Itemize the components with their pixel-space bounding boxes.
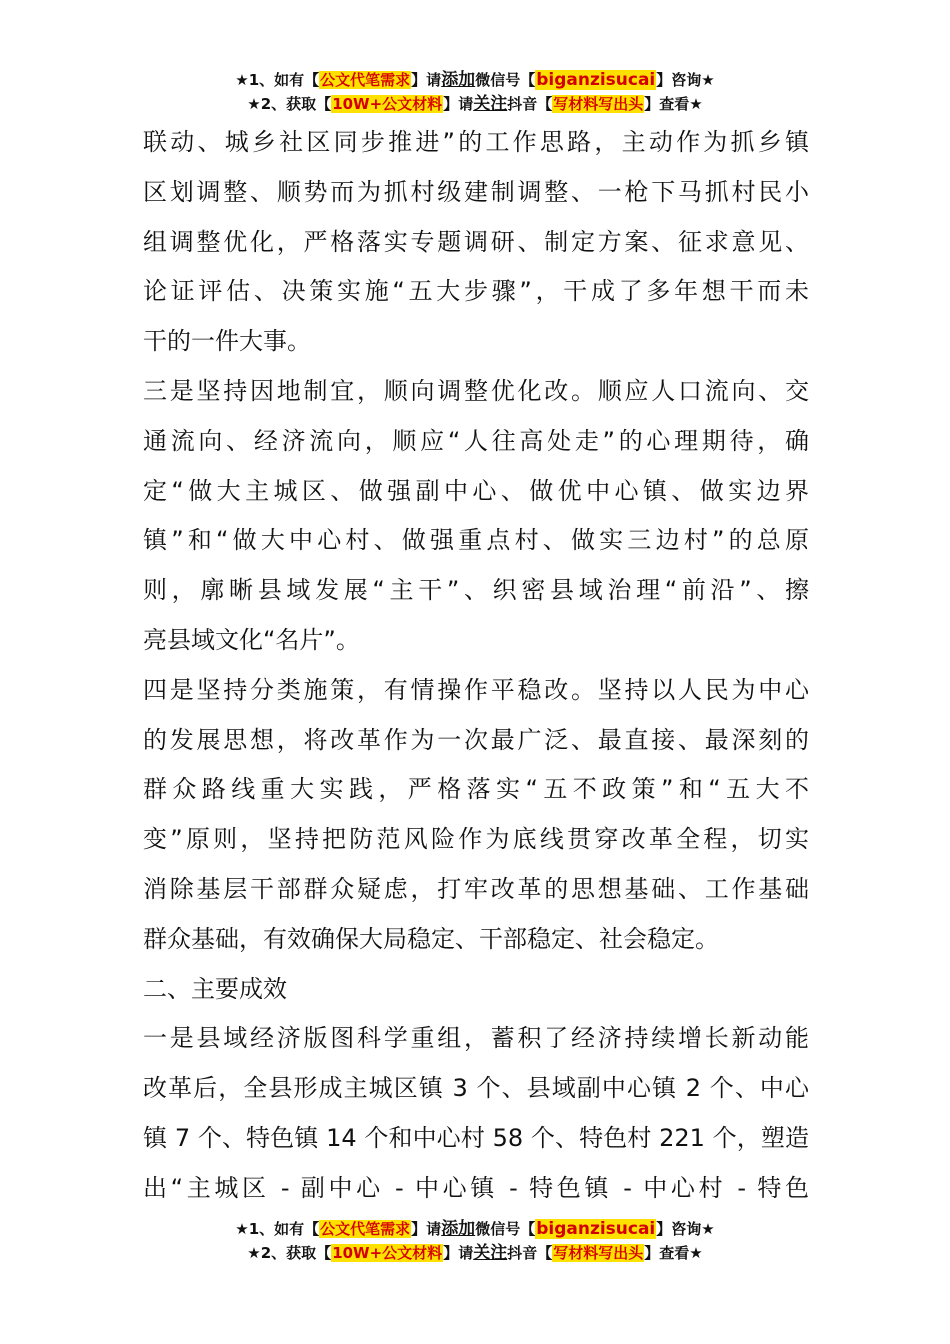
highlight-douyin: 写材料写出头 xyxy=(553,1244,644,1262)
promo-line-1: ★1、如有【公文代笔需求】请添加微信号【biganzisucai】咨询★ xyxy=(235,70,715,90)
body-line: 四是坚持分类施策，有情操作平稳改。坚持以人民为中心 xyxy=(143,675,809,704)
body-line: 论证评估、决策实施“五大步骤”，干成了多年想干而未 xyxy=(143,277,809,306)
highlight-wechat-id: biganzisucai xyxy=(536,70,656,90)
body-line: 改革后，全县形成主城区镇 3 个、县域副中心镇 2 个、中心 xyxy=(143,1074,809,1103)
highlight-service: 公文代笔需求 xyxy=(320,1220,411,1238)
body-line: 定“做大主城区、做强副中心、做优中心镇、做实边界 xyxy=(143,476,809,505)
body-line: 群众路线重大实践，严格落实“五不政策”和“五大不 xyxy=(143,775,809,804)
body-line: 干的一件大事。 xyxy=(143,327,311,356)
promo-line-2: ★2、获取【10W+公文材料】请关注抖音【写材料写出头】查看★ xyxy=(247,1243,703,1263)
body-line: 变”原则，坚持把防范风险作为底线贯穿改革全程，切实 xyxy=(143,825,809,854)
highlight-wechat-id: biganzisucai xyxy=(536,1219,656,1239)
highlight-service: 公文代笔需求 xyxy=(320,71,411,89)
promo-banner-bottom xyxy=(0,1217,950,1265)
body-line: 三是坚持因地制宜，顺向调整优化改。顺应人口流向、交 xyxy=(143,376,809,405)
body-line: 镇 7 个、特色镇 14 个和中心村 58 个、特色村 221 个，塑造 xyxy=(143,1123,809,1152)
body-line: 则，廓晰县域发展“主干”、织密县域治理“前沿”、擦 xyxy=(143,576,809,605)
body-line: 出“主城区 - 副中心 - 中心镇 - 特色镇 - 中心村 - 特色 xyxy=(143,1173,809,1202)
body-line: 联动、城乡社区同步推进”的工作思路，主动作为抓乡镇 xyxy=(143,128,809,156)
promo-line-1: ★1、如有【公文代笔需求】请添加微信号【biganzisucai】咨询★ xyxy=(235,1219,715,1239)
document-body xyxy=(143,118,809,1214)
body-line: 一是县域经济版图科学重组，蓄积了经济持续增长新动能 xyxy=(143,1024,809,1053)
body-line: 镇”和“做大中心村、做强重点村、做实三边村”的总原 xyxy=(143,526,809,555)
body-line: 的发展思想，将改革作为一次最广泛、最直接、最深刻的 xyxy=(143,725,809,754)
body-line: 组调整优化，严格落实专题调研、制定方案、征求意见、 xyxy=(143,227,809,256)
body-line: 消除基层干部群众疑虑，打牢改革的思想基础、工作基础 xyxy=(143,874,809,903)
body-line: 区划调整、顺势而为抓村级建制调整、一枪下马抓村民小 xyxy=(143,177,809,206)
promo-line-2: ★2、获取【10W+公文材料】请关注抖音【写材料写出头】查看★ xyxy=(247,94,703,114)
highlight-materials: 10W+公文材料 xyxy=(332,95,443,113)
body-line: 通流向、经济流向，顺应“人往高处走”的心理期待，确 xyxy=(143,426,809,455)
highlight-materials: 10W+公文材料 xyxy=(332,1244,443,1262)
body-line: 群众基础，有效确保大局稳定、干部稳定、社会稳定。 xyxy=(143,924,719,953)
highlight-douyin: 写材料写出头 xyxy=(553,95,644,113)
section-heading: 二、主要成效 xyxy=(143,974,287,1003)
promo-banner-top xyxy=(0,68,950,116)
body-line: 亮县域文化“名片”。 xyxy=(143,625,360,654)
